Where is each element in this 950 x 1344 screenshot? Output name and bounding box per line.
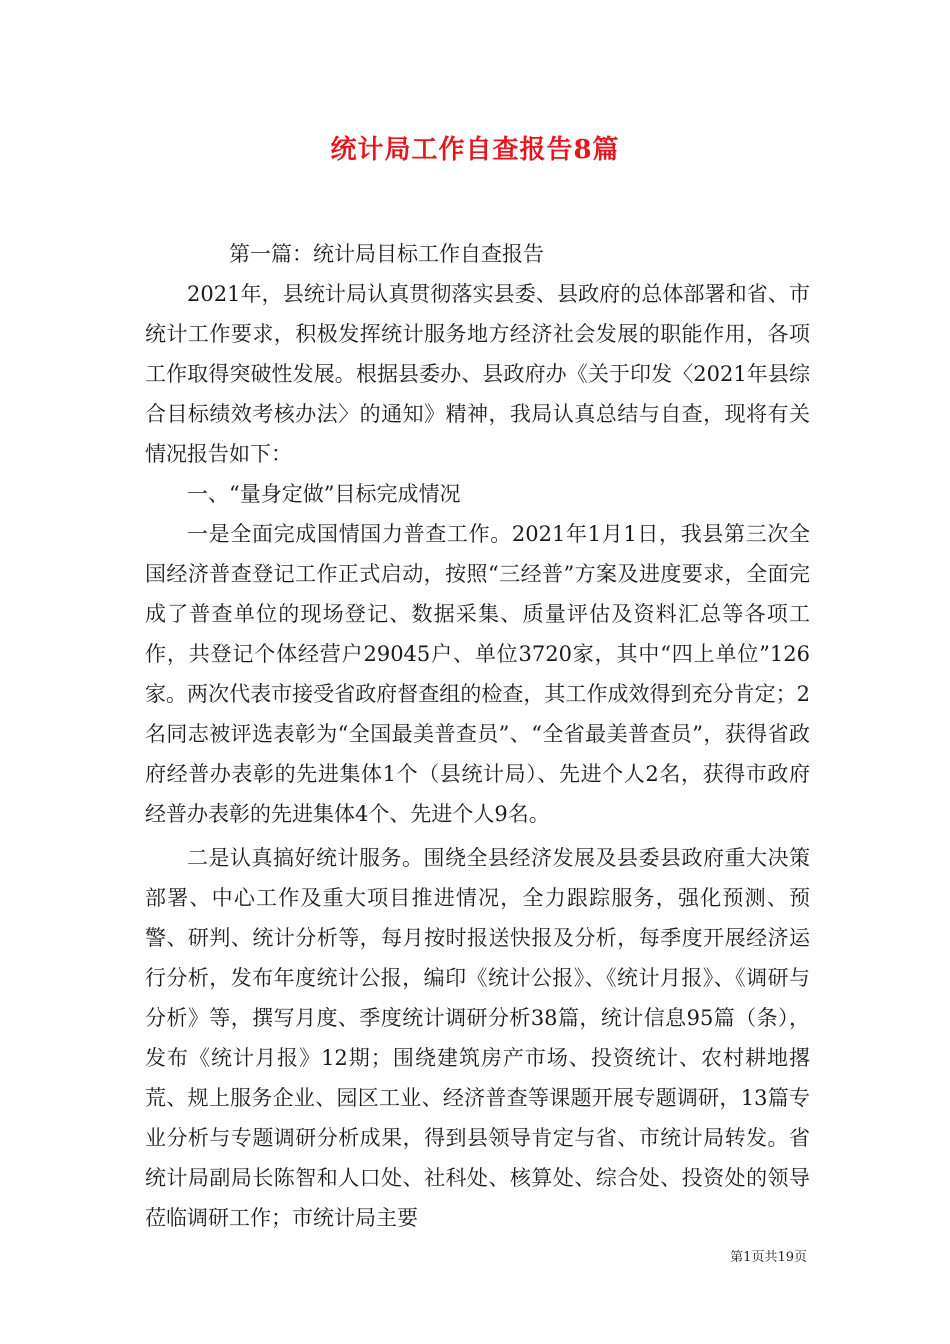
body-paragraph: 二是认真搞好统计服务。围绕全县经济发展及县委县政府重大决策部署、中心工作及重大项目推进情况，全力跟踪服务，强化预测、预警、研判、统计分析等，每月按时报送快报及分析，每季度开展经济运行分析，发布年度统计公报，编印《统计公报》、《统计月报》、《调研与分析》等，撰写月度、季度统计调研分析38篇，统计信息95篇（条），发布《统计月报》12期；围绕建筑房产市场、投资统计、农村耕地撂荒、规上服务企业、园区工业、经济普查等课题开展专题调研，13篇专业分析与专题调研分析成果，得到县领导肯定与省、市统计局转发。省统计局副局长陈智和人口处、社科处、核算处、综合处、投资处的领导莅临调研工作；市统计局主要 bbox=[145, 846, 810, 1230]
intro-paragraph: 2021年，县统计局认真贯彻落实县委、县政府的总体部署和省、市统计工作要求，积极发挥统计服务地方经济社会发展的职能作用，各项工作取得突破性发展。根据县委办、县政府办《关于印发〈2021年县综合目标绩效考核办法〉的通知》精神，我局认真总结与自查，现将有关情况报告如下： bbox=[145, 282, 810, 466]
page-number: 第1页共19页 bbox=[730, 1250, 807, 1265]
document-title: 统计局工作自查报告8篇 bbox=[330, 135, 620, 165]
document-body bbox=[145, 234, 810, 1238]
section-heading: 第一篇：统计局目标工作自查报告 bbox=[229, 242, 544, 266]
subsection-heading: 一、“量身定做”目标完成情况 bbox=[187, 482, 461, 506]
body-paragraph: 一是全面完成国情国力普查工作。2021年1月1日，我县第三次全国经济普查登记工作正式启动，按照“三经普”方案及进度要求，全面完成了普查单位的现场登记、数据采集、质量评估及资料汇总等各项工作，共登记个体经营户29045户、单位3720家，其中“四上单位”126家。两次代表市接受省政府督查组的检查，其工作成效得到充分肯定；2名同志被评选表彰为“全国最美普查员”、“全省最美普查员”，获得省政府经普办表彰的先进集体1个（县统计局）、先进个人2名，获得市政府经普办表彰的先进集体4个、先进个人9名。 bbox=[145, 522, 810, 826]
